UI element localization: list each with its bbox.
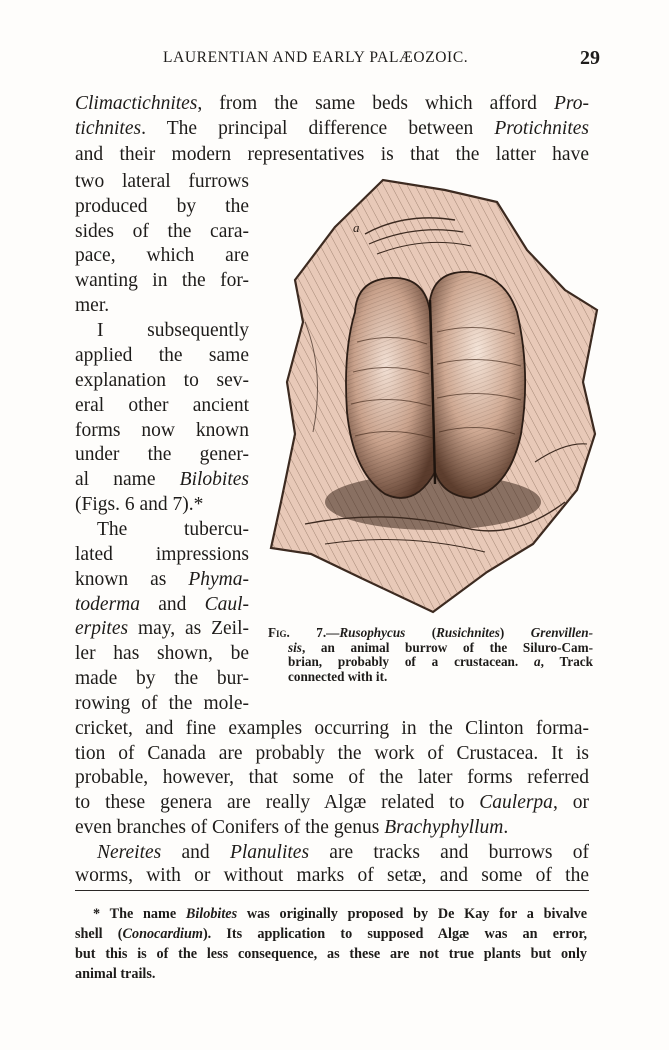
footnote-rule bbox=[75, 890, 589, 891]
running-title: LAURENTIAN AND EARLY PALÆOZOIC. bbox=[163, 49, 469, 66]
body-line: al name Bilobites bbox=[75, 469, 249, 490]
body-line: two lateral furrows bbox=[75, 171, 249, 192]
figure-caption bbox=[268, 626, 593, 684]
body-line: made by the bur- bbox=[75, 668, 249, 689]
caption-line: brian, probably of a crustacean. a, Track bbox=[288, 654, 593, 669]
body-line: forms now known bbox=[75, 420, 249, 441]
body-line: even branches of Conifers of the genus Brachyphyllum. bbox=[75, 817, 509, 838]
body-line: to these genera are really Algæ related to Caulerpa, or bbox=[75, 792, 589, 813]
body-line: rowing of the mole- bbox=[75, 693, 249, 714]
body-line: ler has shown, be bbox=[75, 643, 249, 664]
body-line: toderma and Caul- bbox=[75, 594, 249, 615]
body-line: produced by the bbox=[75, 196, 249, 217]
body-line: under the gener- bbox=[75, 444, 249, 465]
body-line: eral other ancient bbox=[75, 395, 249, 416]
footnote-line: but this is of the less consequence, as these are not true plants but only bbox=[75, 946, 587, 962]
body-line: Nereites and Planulites are tracks and burrows of bbox=[97, 842, 590, 863]
caption-line: Fig. 7.—Rusophycus (Rusichnites) Grenvillen- bbox=[268, 625, 593, 640]
body-line: applied the same bbox=[75, 345, 249, 366]
body-line: I subsequently bbox=[97, 320, 249, 341]
body-line: cricket, and fine examples occurring in the Clinton forma- bbox=[75, 718, 589, 739]
body-line: sides of the cara- bbox=[75, 221, 249, 242]
footnote-line: animal trails. bbox=[75, 966, 156, 982]
body-line: tion of Canada are probably the work of Crustacea. It is bbox=[75, 743, 589, 764]
running-head bbox=[75, 49, 600, 73]
body-line: and their modern representatives is that the latter have bbox=[75, 144, 589, 165]
body-line: worms, with or without marks of setæ, and some of the bbox=[75, 865, 589, 886]
caption-line: connected with it. bbox=[288, 668, 388, 684]
body-line: erpites may, as Zeil- bbox=[75, 618, 249, 639]
body-line: Climactichnites, from the same beds which afford Pro- bbox=[75, 93, 589, 114]
body-line: explanation to sev- bbox=[75, 370, 249, 391]
body-line: (Figs. 6 and 7).* bbox=[75, 494, 204, 515]
page-number: 29 bbox=[580, 47, 600, 69]
caption-line: sis, an animal burrow of the Siluro-Cam- bbox=[288, 639, 593, 655]
fossil-illustration bbox=[265, 172, 605, 617]
body-line: probable, however, that some of the later forms referred bbox=[75, 767, 589, 788]
body-line: wanting in the for- bbox=[75, 270, 249, 291]
footnote-line: * The name Bilobites was originally proposed by De Kay for a bivalve bbox=[93, 906, 587, 922]
figure-label-a: a bbox=[353, 220, 360, 235]
body-line: lated impressions bbox=[75, 544, 249, 565]
footnote bbox=[75, 904, 587, 984]
footnote-line: shell (Conocardium). Its application to supposed Algæ was an error, bbox=[75, 926, 587, 942]
body-line: pace, which are bbox=[75, 245, 249, 266]
body-line: The tubercu- bbox=[97, 519, 249, 540]
body-line: mer. bbox=[75, 295, 110, 316]
body-line: tichnites. The principal difference between Protichnites bbox=[75, 118, 589, 139]
body-line: known as Phyma- bbox=[75, 569, 249, 590]
